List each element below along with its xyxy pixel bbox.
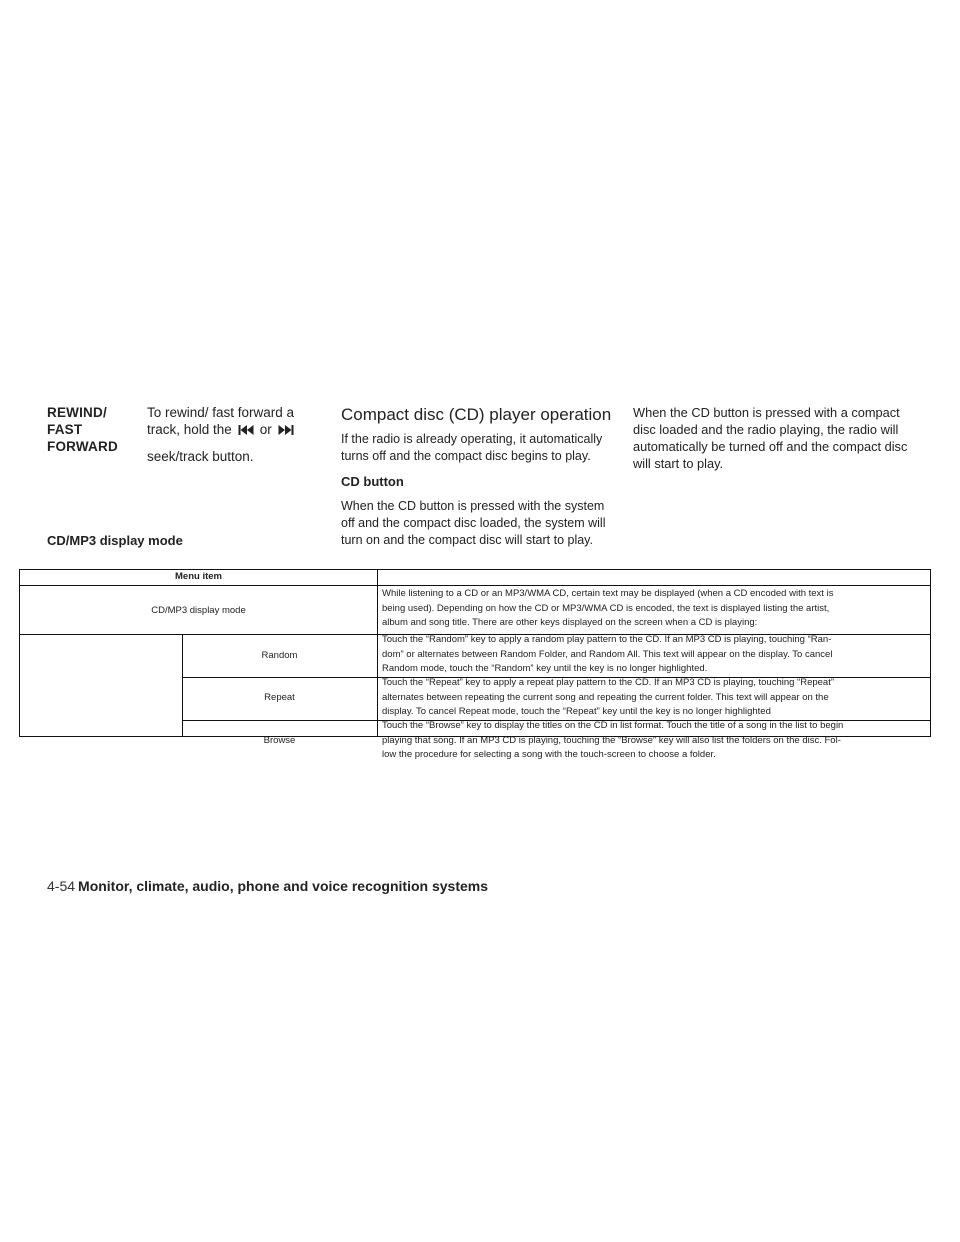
desc-line: alternates between repeating the current song and repeating the current folder. This text will appear on the [382,691,829,703]
desc-line: playing that song. If an MP3 CD is playing, touching the “Browse” key will also list the folders on the disc. Fol- [382,734,841,746]
table-row-description [382,633,930,677]
table-row-item: Repeat [264,692,295,703]
desc-line: Touch the “Repeat” key to apply a repeat play pattern to the CD. If an MP3 CD is playing, touching “Repeat” [382,677,835,688]
table-header-menu-item: Menu item [175,571,222,582]
table-row-divider [20,585,930,586]
rewind-text-hold: track, hold the [147,422,232,437]
display-mode-table [19,569,931,760]
rewind-heading-line: FAST [47,422,83,437]
desc-line: display. To cancel Repeat mode, touch the “Repeat” key until the key is no longer highlighted [382,706,771,717]
table-column-divider [377,570,378,736]
desc-line: being used). Depending on how the CD or MP3/WMA CD is encoded, the text is displayed listing the artist, [382,602,830,614]
desc-line: Touch the “Random” key to apply a random play pattern to the CD. If an MP3 CD is playing, touching “Ran- [382,634,832,645]
page-footer [47,878,488,894]
rewind-heading [47,404,125,455]
cd-button-paragraph: When the CD button is pressed with the system off and the compact disc loaded, the system will turn on and the compact disc will start to play. [341,499,606,547]
cd-button-heading: CD button [341,474,404,489]
desc-line: dom” or alternates between Random Folder, and Random All. This text will appear on the display. To cancel [382,648,833,660]
table-row-description [382,719,930,763]
cd-section [341,404,615,557]
table-row-item: Random [261,650,298,661]
table-row-item: CD/MP3 display mode [151,605,246,616]
table-row-item: Browse [263,735,296,746]
rewind-heading-line: REWIND/ [47,405,107,420]
cd-section-continued [633,404,913,480]
rewind-heading-line: FORWARD [47,439,118,454]
table-row-description [382,676,930,720]
rewind-text-line3: seek/track button. [147,449,254,464]
rewind-text-or: or [259,422,272,437]
page-number: 4-54 [47,878,76,894]
section-title: Compact disc (CD) player operation [341,405,612,424]
rewind-text-line2 [147,421,315,438]
desc-line: album and song title. There are other keys displayed on the screen when a CD is playing: [382,617,758,628]
rewind-description [147,404,315,465]
rewind-text-line1: To rewind/ fast forward a [147,405,295,420]
desc-line: Random mode, touch the “Random” key until the key is no longer highlighted. [382,663,708,674]
desc-line: While listening to a CD or an MP3/WMA CD, certain text may be displayed (when a CD encoded with text is [382,588,834,599]
skip-back-icon [238,424,254,436]
table-row-description [382,587,930,631]
desc-line: low the procedure for selecting a song with the touch-screen to choose a folder. [382,749,716,760]
table-title: CD/MP3 display mode [47,533,183,548]
desc-line: Touch the “Browse” key to display the titles on the CD in list format. Touch the title of a song in the list to begin [382,720,844,731]
cd-radio-paragraph: When the CD button is pressed with a compact disc loaded and the radio playing, the radio will automatically be turned off and the compact disc will start to play. [633,405,908,471]
skip-forward-icon [278,424,294,436]
cd-intro-paragraph: If the radio is already operating, it automatically turns off and the compact disc begins to play. [341,432,603,463]
chapter-title: Monitor, climate, audio, phone and voice recognition systems [78,878,488,894]
